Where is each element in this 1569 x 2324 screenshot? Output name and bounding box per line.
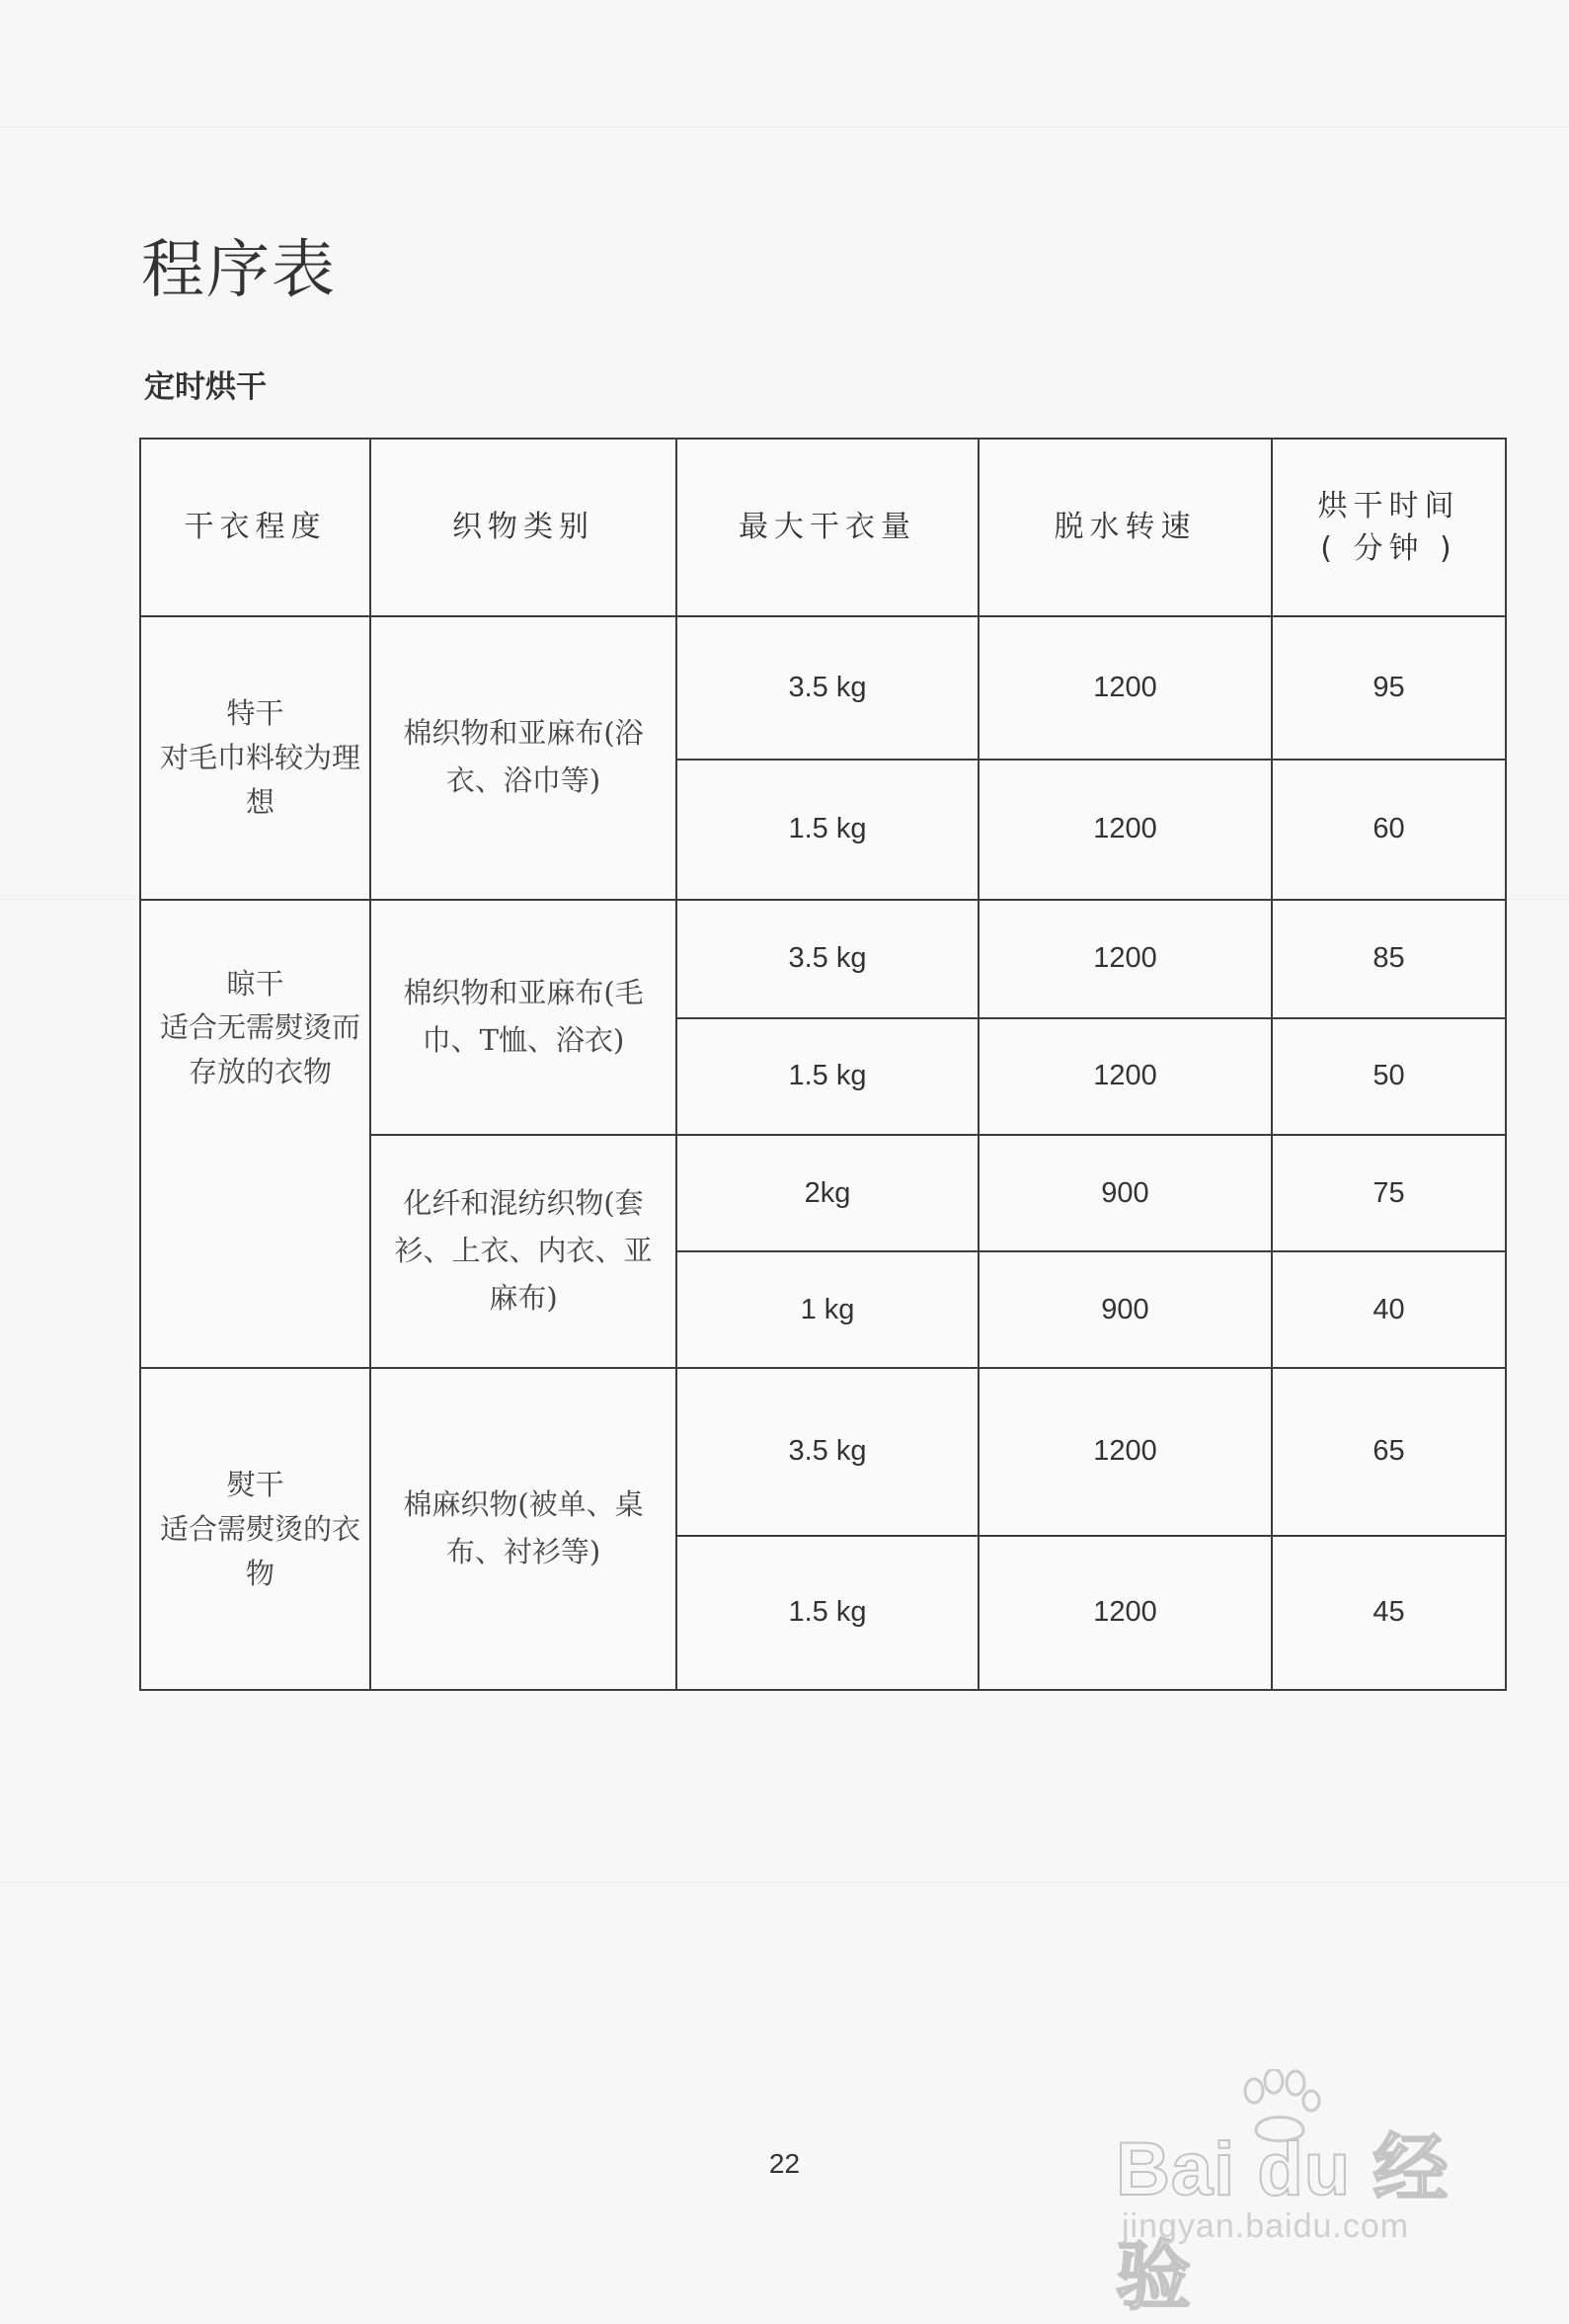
header-drying-time-line2: ( 分钟 ) xyxy=(1320,531,1457,566)
max-load-cell: 1.5 kg xyxy=(676,1018,979,1135)
header-fabric: 织物类别 xyxy=(370,439,676,616)
fabric-cell: 化纤和混纺织物(套衫、上衣、内衣、亚麻布) xyxy=(370,1135,676,1368)
degree-name: 特干 xyxy=(226,695,284,730)
baidu-watermark xyxy=(1116,2069,1501,2319)
header-drying-time-line1: 烘干时间 xyxy=(1317,488,1460,523)
section-subtitle: 定时烘干 xyxy=(144,369,267,405)
watermark-logo-text: Bai du 经验 xyxy=(1116,2127,1450,2319)
table-row xyxy=(140,1368,1506,1535)
drying-time-cell: 45 xyxy=(1272,1536,1506,1690)
header-spin-speed: 脱水转速 xyxy=(979,439,1272,616)
max-load-cell: 1 kg xyxy=(676,1251,979,1368)
header-drying-time xyxy=(1272,439,1506,616)
max-load-cell: 1.5 kg xyxy=(676,1536,979,1690)
spin-speed-cell: 900 xyxy=(979,1135,1272,1251)
spin-speed-cell: 1200 xyxy=(979,760,1272,899)
header-degree: 干衣程度 xyxy=(140,439,370,616)
max-load-cell: 2kg xyxy=(676,1135,979,1251)
drying-time-cell: 95 xyxy=(1272,616,1506,760)
max-load-cell: 1.5 kg xyxy=(676,760,979,899)
degree-cell xyxy=(140,1368,370,1690)
max-load-cell: 3.5 kg xyxy=(676,1368,979,1535)
spin-speed-cell: 1200 xyxy=(979,1368,1272,1535)
degree-description: 对毛巾料较为理想 xyxy=(159,740,360,819)
drying-time-cell: 75 xyxy=(1272,1135,1506,1251)
drying-time-cell: 40 xyxy=(1272,1251,1506,1368)
max-load-cell: 3.5 kg xyxy=(676,900,979,1018)
degree-cell xyxy=(140,616,370,900)
watermark-url: jingyan.baidu.com xyxy=(1122,2207,1410,2245)
degree-cell xyxy=(140,900,370,1369)
table-header-row xyxy=(140,439,1506,616)
spin-speed-cell: 1200 xyxy=(979,900,1272,1018)
degree-name: 熨干 xyxy=(226,1467,284,1501)
page-number: 22 xyxy=(768,2148,801,2179)
drying-time-cell: 50 xyxy=(1272,1018,1506,1135)
table-row xyxy=(140,900,1506,1018)
scan-artifact xyxy=(0,126,1569,127)
page-title: 程序表 xyxy=(141,234,337,307)
spin-speed-cell: 900 xyxy=(979,1251,1272,1368)
drying-time-cell: 60 xyxy=(1272,760,1506,899)
degree-name: 晾干 xyxy=(226,966,284,1001)
drying-time-cell: 85 xyxy=(1272,900,1506,1018)
max-load-cell: 3.5 kg xyxy=(676,616,979,760)
spin-speed-cell: 1200 xyxy=(979,616,1272,760)
fabric-cell: 棉织物和亚麻布(浴衣、浴巾等) xyxy=(370,616,676,900)
degree-description: 适合需熨烫的衣物 xyxy=(159,1511,360,1590)
table-row xyxy=(140,616,1506,760)
scan-artifact xyxy=(0,1882,1569,1883)
fabric-cell: 棉织物和亚麻布(毛巾、T恤、浴衣) xyxy=(370,900,676,1135)
fabric-cell: 棉麻织物(被单、桌布、衬衫等) xyxy=(370,1368,676,1690)
drying-time-cell: 65 xyxy=(1272,1368,1506,1535)
spin-speed-cell: 1200 xyxy=(979,1018,1272,1135)
degree-description: 适合无需熨烫而存放的衣物 xyxy=(159,1010,360,1089)
spin-speed-cell: 1200 xyxy=(979,1536,1272,1690)
header-max-load: 最大干衣量 xyxy=(676,439,979,616)
program-table xyxy=(139,438,1507,1691)
